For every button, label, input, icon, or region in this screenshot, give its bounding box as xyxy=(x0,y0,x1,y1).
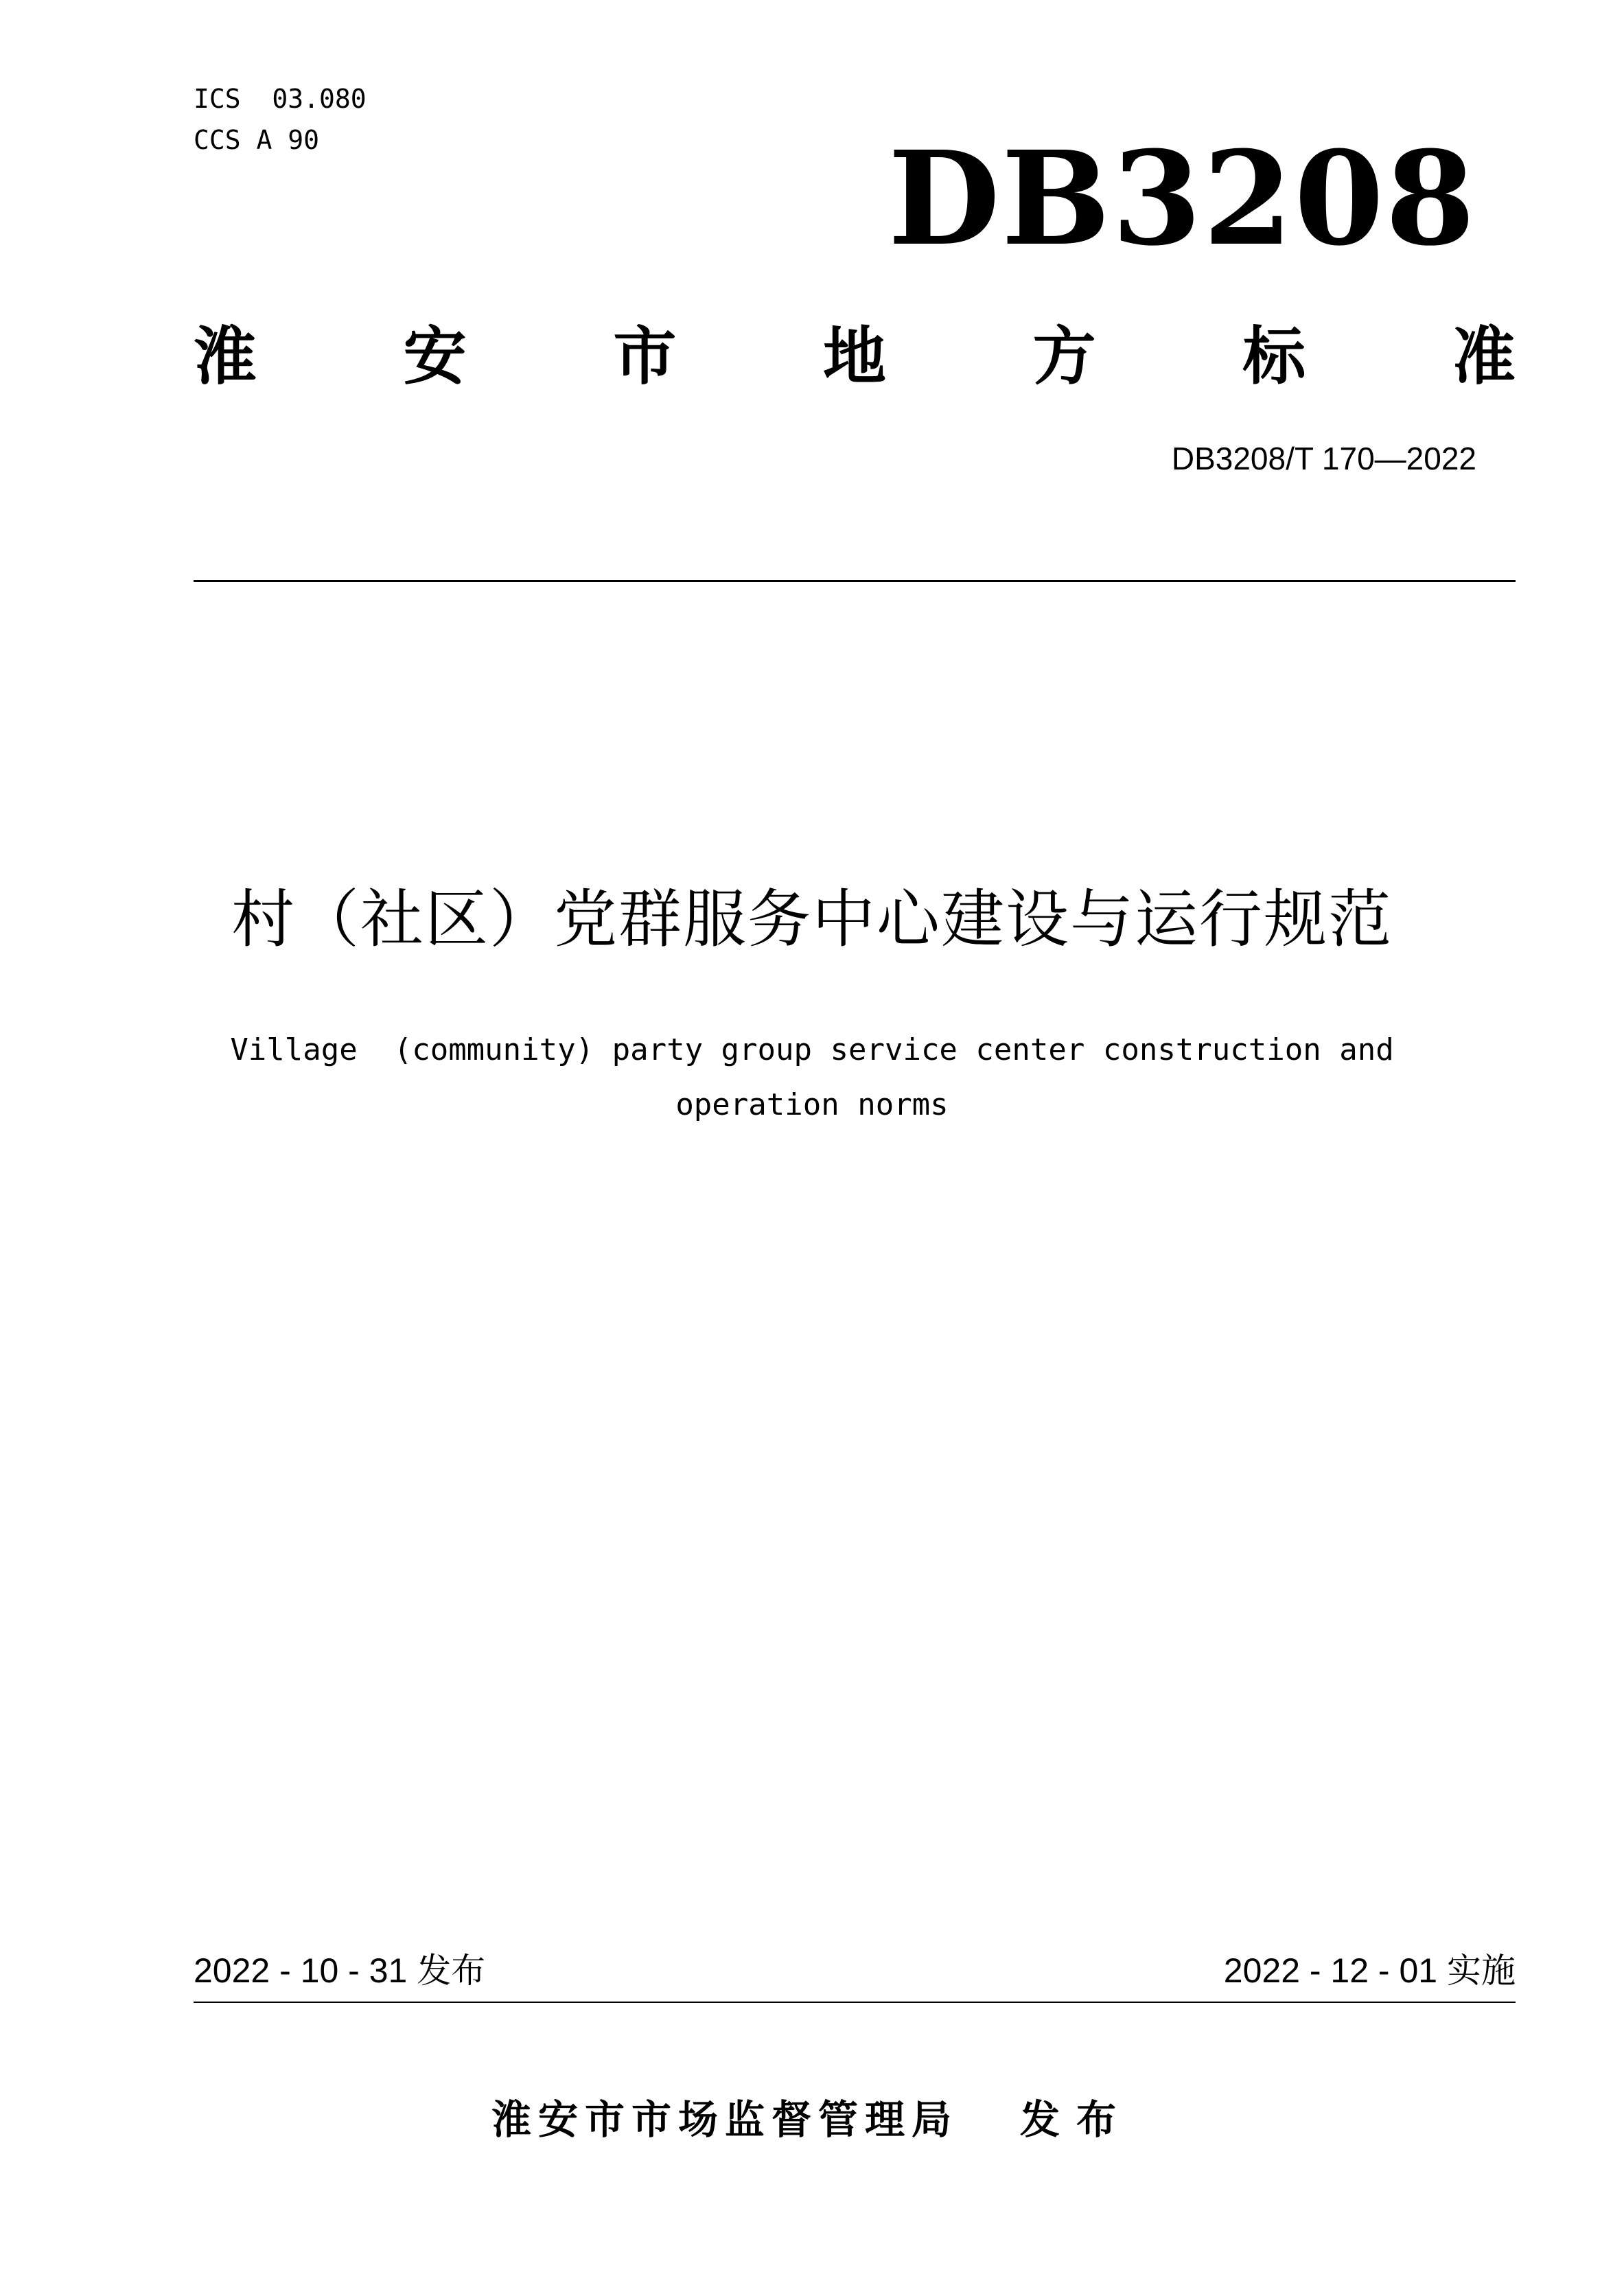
standard-type-char: 标 xyxy=(1242,320,1306,393)
issuer-name: 淮安市市场监督管理局 xyxy=(491,2096,958,2143)
document-number: DB3208/T 170—2022 xyxy=(1171,441,1476,476)
issuer-action: 发布 xyxy=(1020,2096,1133,2143)
footer-divider xyxy=(194,2002,1516,2003)
standard-type-char: 淮 xyxy=(194,320,257,393)
ccs-code: CCS A 90 xyxy=(194,125,320,155)
chinese-title: 村（社区）党群服务中心建设与运行规范 xyxy=(231,883,1393,956)
standard-type-char: 市 xyxy=(613,320,677,393)
issuer-line xyxy=(0,2094,1624,2146)
standard-type-char: 方 xyxy=(1032,320,1096,393)
effective-date: 2022 - 12 - 01 实施 xyxy=(1223,1951,1516,1990)
standard-type-char: 地 xyxy=(822,320,886,393)
standard-type-char: 安 xyxy=(403,320,467,393)
english-title-line-1: Village (community) party group service center construction and xyxy=(230,1032,1394,1067)
publish-date: 2022 - 10 - 31 发布 xyxy=(194,1951,486,1990)
english-title-line-2: operation norms xyxy=(675,1087,949,1122)
header-divider xyxy=(194,580,1516,582)
standard-type-char: 准 xyxy=(1452,320,1516,393)
english-title xyxy=(178,1023,1446,1133)
standard-code-heading: DB3208 xyxy=(888,123,1476,275)
ics-code: ICS 03.080 xyxy=(194,84,367,114)
standard-type-title xyxy=(194,316,1516,398)
